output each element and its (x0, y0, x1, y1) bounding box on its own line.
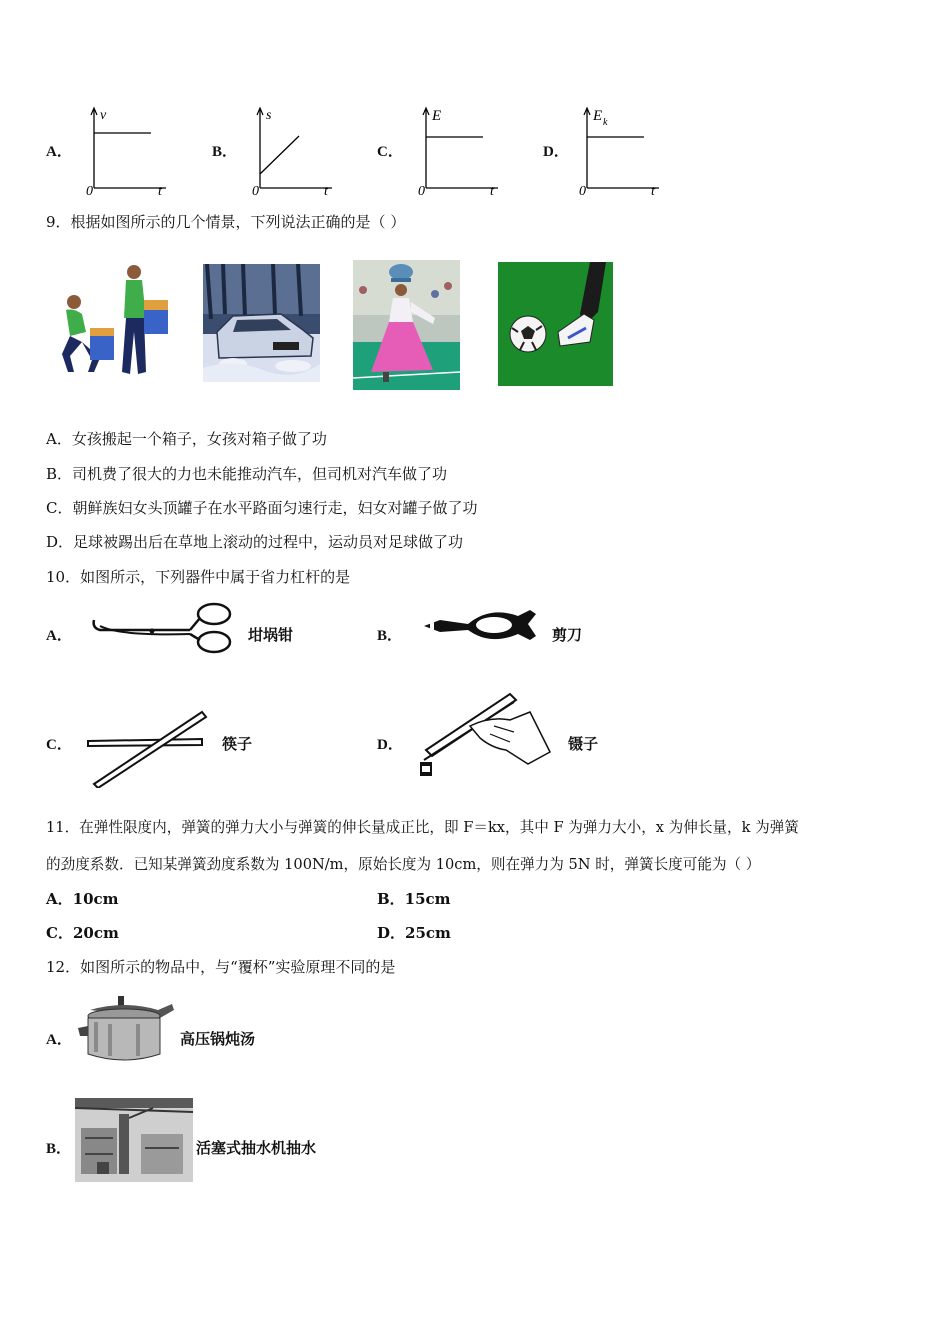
q8-a-ylabel: v (100, 108, 107, 123)
q10-option-a-label: 坩埚钳 (248, 626, 294, 644)
q8-d-ysub: k (603, 117, 608, 128)
q8-d-ylabel: E (593, 108, 603, 124)
q10-crucible-tongs-figure (90, 598, 240, 658)
q8-d-xlabel: t (651, 184, 655, 199)
q11-stem-line2: 的劲度系数．已知某弹簧劲度系数为 100N/m，原始长度为 10cm，则在弹力为 5N 时，弹簧长度可能为（ ） (46, 856, 761, 873)
q12-option-a-label: 高压锅炖汤 (180, 1030, 256, 1048)
q10-option-d-label: 镊子 (568, 735, 599, 753)
q12-stem: 12．如图所示的物品中，与“覆杯”实验原理不同的是 (46, 958, 396, 976)
q12-option-b-letter: B． (46, 1141, 72, 1157)
q8-option-a-letter: A． (46, 144, 72, 160)
q8-c-ylabel: E (432, 108, 442, 124)
q9-stem: 9．根据如图所示的几个情景，下列说法正确的是（ ） (46, 213, 406, 231)
q10-option-a-letter: A． (46, 628, 72, 644)
q9-image-soccer-ball-kick (498, 262, 613, 386)
q9-image-girl-lifting-box (52, 262, 172, 382)
q9-option-a: A．女孩搬起一个箱子，女孩对箱子做了功 (46, 430, 327, 448)
q9-image-driver-pushing-car (203, 264, 320, 382)
q10-option-c-label: 筷子 (222, 735, 253, 753)
q8-option-d-letter: D． (543, 144, 569, 160)
q8-c-origin: 0 (418, 184, 425, 199)
q10-option-d-letter: D． (377, 737, 403, 753)
q8-b-curve (260, 136, 299, 174)
q10-stem: 10．如图所示，下列器件中属于省力杠杆的是 (46, 568, 351, 586)
q9-image-woman-carrying-jar (353, 260, 460, 390)
q8-b-xlabel: t (324, 184, 328, 199)
q11-option-b: B．15cm (377, 890, 451, 908)
q8-graph-d (571, 104, 666, 199)
q10-option-c-letter: C． (46, 737, 72, 753)
q8-b-origin: 0 (252, 184, 259, 199)
q8-a-xlabel: t (158, 184, 162, 199)
q12-option-a-letter: A． (46, 1032, 72, 1048)
q8-graph-c (410, 104, 505, 199)
q10-tweezers-figure (410, 686, 555, 786)
q10-chopsticks-figure (84, 708, 214, 788)
q12-option-b-label: 活塞式抽水机抽水 (196, 1139, 317, 1157)
q8-graph-b (244, 104, 339, 199)
q11-stem-line1: 11．在弹性限度内，弹簧的弹力大小与弹簧的伸长量成正比，即 F＝kx，其中 F 为弹力大小，x 为伸长量，k 为弹簧 (46, 819, 799, 836)
q8-option-b-letter: B． (212, 144, 238, 160)
q11-option-a: A．10cm (46, 890, 119, 908)
q8-option-c-letter: C． (377, 144, 403, 160)
q8-d-origin: 0 (579, 184, 586, 199)
q8-graph-a (78, 104, 173, 199)
q12-pressure-cooker-figure (76, 994, 176, 1068)
q8-a-origin: 0 (86, 184, 93, 199)
q9-option-d: D．足球被踢出后在草地上滚动的过程中，运动员对足球做了功 (46, 533, 464, 551)
q11-option-d: D．25cm (377, 924, 451, 942)
q9-option-c: C．朝鲜族妇女头顶罐子在水平路面匀速行走，妇女对罐子做了功 (46, 499, 478, 517)
q10-scissors-figure (420, 602, 545, 650)
q8-c-xlabel: t (490, 184, 494, 199)
q10-option-b-label: 剪刀 (552, 626, 583, 644)
q11-option-c: C．20cm (46, 924, 119, 942)
q9-option-b: B．司机费了很大的力也未能推动汽车，但司机对汽车做了功 (46, 465, 448, 483)
q8-b-ylabel: s (266, 108, 272, 123)
q12-piston-pump-figure (75, 1098, 193, 1182)
q10-option-b-letter: B． (377, 628, 403, 644)
